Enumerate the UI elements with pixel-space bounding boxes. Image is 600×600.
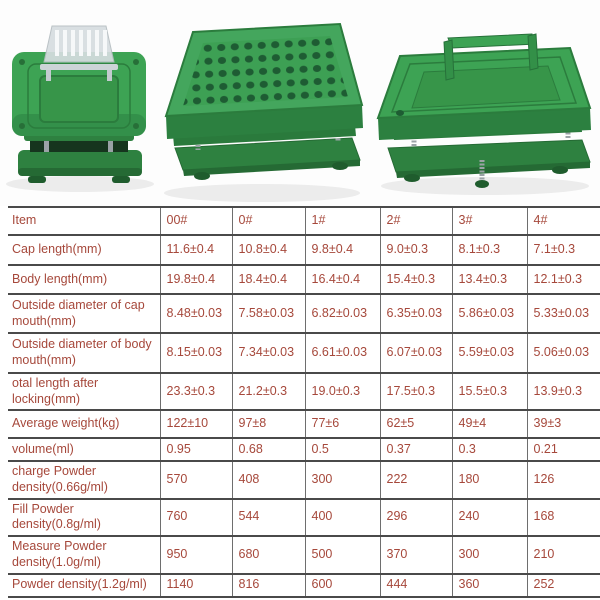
row-label: volume(ml) — [8, 438, 160, 461]
cell: 300 — [305, 461, 380, 498]
cell: 16.4±0.4 — [305, 265, 380, 294]
cell: 6.35±0.03 — [380, 294, 452, 333]
cell: 49±4 — [452, 410, 527, 438]
cell: 19.0±0.3 — [305, 373, 380, 410]
capsule-hole-grid — [183, 36, 348, 106]
cell: 168 — [527, 499, 600, 536]
table-row — [8, 333, 600, 373]
cell: 21.2±0.3 — [232, 373, 305, 410]
cell: 15.4±0.3 — [380, 265, 452, 294]
table-row — [8, 574, 600, 597]
cell: 13.9±0.3 — [527, 373, 600, 410]
row-label: otal length after locking(mm) — [8, 373, 160, 410]
cell: 15.5±0.3 — [452, 373, 527, 410]
cell: 760 — [160, 499, 232, 536]
table-row — [8, 294, 600, 333]
row-label: Outside diameter of body mouth(mm) — [8, 333, 160, 373]
cell: 950 — [160, 536, 232, 574]
cell: 9.0±0.3 — [380, 235, 452, 265]
table-row — [8, 461, 600, 498]
cell: 570 — [160, 461, 232, 498]
cell: 180 — [452, 461, 527, 498]
cell: 5.86±0.03 — [452, 294, 527, 333]
cell: 296 — [380, 499, 452, 536]
cell: 222 — [380, 461, 452, 498]
table-row — [8, 373, 600, 410]
cell: 210 — [527, 536, 600, 574]
cell: 12.1±0.3 — [527, 265, 600, 294]
cell: 13.4±0.3 — [452, 265, 527, 294]
cell: 19.8±0.4 — [160, 265, 232, 294]
column-header-3: 3# — [452, 207, 527, 235]
cell: 7.58±0.03 — [232, 294, 305, 333]
cell: 7.34±0.03 — [232, 333, 305, 373]
cell: 6.82±0.03 — [305, 294, 380, 333]
cell: 5.06±0.03 — [527, 333, 600, 373]
cell: 18.4±0.4 — [232, 265, 305, 294]
row-label: Cap length(mm) — [8, 235, 160, 265]
cell: 0.37 — [380, 438, 452, 461]
cell: 9.8±0.4 — [305, 235, 380, 265]
cell: 77±6 — [305, 410, 380, 438]
cell: 97±8 — [232, 410, 305, 438]
machine-tamper-plate — [12, 26, 146, 183]
cell: 680 — [232, 536, 305, 574]
table-row — [8, 265, 600, 294]
cell: 122±10 — [160, 410, 232, 438]
cell: 0.21 — [527, 438, 600, 461]
cell: 7.1±0.3 — [527, 235, 600, 265]
cell: 8.15±0.03 — [160, 333, 232, 373]
cell: 408 — [232, 461, 305, 498]
cell: 62±5 — [380, 410, 452, 438]
cell: 1140 — [160, 574, 232, 597]
cell: 39±3 — [527, 410, 600, 438]
cell: 252 — [527, 574, 600, 597]
column-header-4: 4# — [527, 207, 600, 235]
cell: 500 — [305, 536, 380, 574]
row-label: charge Powder density(0.66g/ml) — [8, 461, 160, 498]
cell: 6.61±0.03 — [305, 333, 380, 373]
cell: 400 — [305, 499, 380, 536]
shadows — [6, 176, 589, 202]
cell: 0.68 — [232, 438, 305, 461]
machine-body-plate — [378, 34, 591, 188]
row-label: Body length(mm) — [8, 265, 160, 294]
cell: 5.59±0.03 — [452, 333, 527, 373]
row-label: Average weight(kg) — [8, 410, 160, 438]
cell: 11.6±0.4 — [160, 235, 232, 265]
cell: 8.1±0.3 — [452, 235, 527, 265]
cell: 544 — [232, 499, 305, 536]
cell: 300 — [452, 536, 527, 574]
table-header-row — [8, 207, 600, 235]
cell: 5.33±0.03 — [527, 294, 600, 333]
row-label: Outside diameter of cap mouth(mm) — [8, 294, 160, 333]
product-photo — [0, 0, 600, 206]
row-label: Measure Powder density(1.0g/ml) — [8, 536, 160, 574]
cell: 0.95 — [160, 438, 232, 461]
column-header-00: 00# — [160, 207, 232, 235]
column-header-0: 0# — [232, 207, 305, 235]
table-row — [8, 410, 600, 438]
column-header-2: 2# — [380, 207, 452, 235]
cell: 0.5 — [305, 438, 380, 461]
row-label: Fill Powder density(0.8g/ml) — [8, 499, 160, 536]
cell: 240 — [452, 499, 527, 536]
table-row — [8, 438, 600, 461]
table-row — [8, 499, 600, 536]
capsule-machine-illustration — [0, 0, 600, 206]
column-header-1: 1# — [305, 207, 380, 235]
cell: 444 — [380, 574, 452, 597]
cell: 816 — [232, 574, 305, 597]
cell: 8.48±0.03 — [160, 294, 232, 333]
column-header-item: Item — [8, 207, 160, 235]
cell: 370 — [380, 536, 452, 574]
machine-capsule-tray — [166, 24, 363, 180]
cell: 6.07±0.03 — [380, 333, 452, 373]
table-row — [8, 536, 600, 574]
spec-table — [8, 206, 600, 598]
cell: 0.3 — [452, 438, 527, 461]
row-label: Powder density(1.2g/ml) — [8, 574, 160, 597]
cell: 360 — [452, 574, 527, 597]
cell: 600 — [305, 574, 380, 597]
cell: 23.3±0.3 — [160, 373, 232, 410]
table-row — [8, 235, 600, 265]
cell: 17.5±0.3 — [380, 373, 452, 410]
cell: 10.8±0.4 — [232, 235, 305, 265]
cell: 126 — [527, 461, 600, 498]
